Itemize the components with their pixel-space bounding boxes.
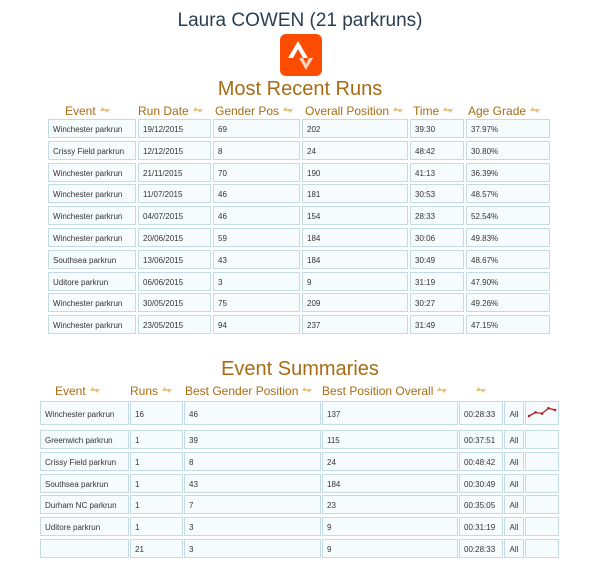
run-date-cell: 12/12/2015	[138, 141, 211, 160]
gender-pos-cell: 94	[213, 315, 300, 334]
sparkline-cell	[525, 517, 559, 536]
sort-icon[interactable]	[476, 383, 486, 391]
event-cell	[40, 539, 129, 558]
overall-position-cell: 190	[302, 163, 408, 182]
overall-position-cell: 237	[302, 315, 408, 334]
best-position-overall-cell: 137	[322, 401, 458, 425]
event-cell: Southsea parkrun	[48, 250, 136, 269]
sort-icon[interactable]	[90, 383, 100, 391]
age-grade-cell: 37.97%	[466, 119, 550, 138]
run-date-cell: 23/05/2015	[138, 315, 211, 334]
time-cell: 00:48:42	[459, 452, 503, 471]
all-cell[interactable]: All	[504, 452, 524, 471]
header-label: Run Date	[138, 104, 189, 118]
runs-cell: 1	[130, 452, 183, 471]
sort-icon[interactable]	[302, 383, 312, 391]
best-position-overall-cell: 23	[322, 495, 458, 514]
event-summaries-title: Event Summaries	[221, 358, 379, 380]
best-position-overall-cell: 24	[322, 452, 458, 471]
runs-cell: 16	[130, 401, 183, 425]
sort-icon[interactable]	[193, 103, 203, 111]
all-cell[interactable]: All	[504, 517, 524, 536]
time-cell: 28:33	[410, 206, 464, 225]
best-gender-position-cell: 8	[184, 452, 321, 471]
event-cell: Greenwich parkrun	[40, 430, 129, 449]
event-cell: Winchester parkrun	[48, 315, 136, 334]
recent-header-overall-position[interactable]	[305, 103, 403, 118]
event-cell: Winchester parkrun	[48, 163, 136, 182]
age-grade-cell: 48.67%	[466, 250, 550, 269]
event-cell: Durham NC parkrun	[40, 495, 129, 514]
age-grade-cell: 49.83%	[466, 228, 550, 247]
event-cell: Southsea parkrun	[40, 474, 129, 493]
sparkline-cell	[525, 452, 559, 471]
summary-header-best-gender-position[interactable]	[185, 383, 312, 398]
runs-cell: 1	[130, 517, 183, 536]
runs-cell: 1	[130, 495, 183, 514]
gender-pos-cell: 43	[213, 250, 300, 269]
overall-position-cell: 202	[302, 119, 408, 138]
header-label: Time	[413, 104, 440, 118]
header-label: Age Grade	[468, 104, 527, 118]
event-cell: Crissy Field parkrun	[40, 452, 129, 471]
sort-icon[interactable]	[393, 103, 403, 111]
age-grade-cell: 48.57%	[466, 184, 550, 203]
run-date-cell: 19/12/2015	[138, 119, 211, 138]
summary-header-best-position-overall[interactable]	[322, 383, 447, 398]
best-position-overall-cell: 9	[322, 539, 458, 558]
event-cell: Crissy Field parkrun	[48, 141, 136, 160]
sort-icon[interactable]	[530, 103, 540, 111]
event-cell: Winchester parkrun	[48, 119, 136, 138]
sparkline-cell	[525, 401, 559, 425]
header-label: Event	[65, 104, 96, 118]
best-gender-position-cell: 39	[184, 430, 321, 449]
event-cell: Winchester parkrun	[48, 184, 136, 203]
runs-cell: 1	[130, 474, 183, 493]
time-cell: 30:27	[410, 293, 464, 312]
runs-cell: 1	[130, 430, 183, 449]
best-gender-position-cell: 3	[184, 517, 321, 536]
overall-position-cell: 24	[302, 141, 408, 160]
gender-pos-cell: 8	[213, 141, 300, 160]
time-cell: 39:30	[410, 119, 464, 138]
header-label: Overall Position	[305, 104, 390, 118]
recent-header-time[interactable]	[413, 103, 453, 118]
time-cell: 00:31:19	[459, 517, 503, 536]
time-cell: 48:42	[410, 141, 464, 160]
best-gender-position-cell: 3	[184, 539, 321, 558]
gender-pos-cell: 46	[213, 206, 300, 225]
summary-header-col-4[interactable]	[472, 383, 486, 398]
event-cell: Winchester parkrun	[40, 401, 129, 425]
age-grade-cell: 47.15%	[466, 315, 550, 334]
time-cell: 00:28:33	[459, 539, 503, 558]
run-date-cell: 13/06/2015	[138, 250, 211, 269]
gender-pos-cell: 3	[213, 272, 300, 291]
header-label: Event	[55, 384, 86, 398]
age-grade-cell: 36.39%	[466, 163, 550, 182]
sparkline-cell	[525, 474, 559, 493]
sparkline-cell	[525, 539, 559, 558]
summary-header-runs[interactable]	[130, 383, 172, 398]
header-label: Runs	[130, 384, 159, 398]
all-cell[interactable]: All	[504, 430, 524, 449]
sparkline-chart-icon[interactable]	[527, 404, 557, 423]
gender-pos-cell: 46	[213, 184, 300, 203]
best-gender-position-cell: 46	[184, 401, 321, 425]
best-position-overall-cell: 9	[322, 517, 458, 536]
recent-header-age-grade[interactable]	[468, 103, 540, 118]
overall-position-cell: 184	[302, 250, 408, 269]
event-cell: Winchester parkrun	[48, 293, 136, 312]
sort-icon[interactable]	[443, 103, 453, 111]
sparkline-cell	[525, 495, 559, 514]
time-cell: 30:06	[410, 228, 464, 247]
gender-pos-cell: 69	[213, 119, 300, 138]
event-cell: Uditore parkrun	[48, 272, 136, 291]
event-cell: Winchester parkrun	[48, 228, 136, 247]
summary-header-event[interactable]	[55, 383, 100, 398]
age-grade-cell: 47.90%	[466, 272, 550, 291]
header-label: Best Position Overall	[322, 384, 434, 398]
overall-position-cell: 9	[302, 272, 408, 291]
best-gender-position-cell: 43	[184, 474, 321, 493]
gender-pos-cell: 59	[213, 228, 300, 247]
time-cell: 00:37:51	[459, 430, 503, 449]
sort-icon[interactable]	[162, 383, 172, 391]
run-date-cell: 21/11/2015	[138, 163, 211, 182]
all-cell[interactable]: All	[504, 495, 524, 514]
header-label: Gender Pos	[215, 104, 280, 118]
all-cell[interactable]: All	[504, 474, 524, 493]
overall-position-cell: 154	[302, 206, 408, 225]
time-cell: 00:28:33	[459, 401, 503, 425]
sort-icon[interactable]	[437, 383, 447, 391]
strava-logo-icon[interactable]	[280, 34, 322, 76]
sparkline-cell	[525, 430, 559, 449]
runs-cell: 21	[130, 539, 183, 558]
sort-icon[interactable]	[283, 103, 293, 111]
run-date-cell: 30/05/2015	[138, 293, 211, 312]
run-date-cell: 06/06/2015	[138, 272, 211, 291]
overall-position-cell: 184	[302, 228, 408, 247]
event-cell: Uditore parkrun	[40, 517, 129, 536]
recent-header-gender-pos[interactable]	[215, 103, 293, 118]
time-cell: 30:53	[410, 184, 464, 203]
run-date-cell: 11/07/2015	[138, 184, 211, 203]
recent-header-event[interactable]	[65, 103, 110, 118]
overall-position-cell: 209	[302, 293, 408, 312]
time-cell: 31:49	[410, 315, 464, 334]
recent-runs-title: Most Recent Runs	[217, 78, 383, 100]
best-gender-position-cell: 7	[184, 495, 321, 514]
run-date-cell: 04/07/2015	[138, 206, 211, 225]
event-cell: Winchester parkrun	[48, 206, 136, 225]
time-cell: 31:19	[410, 272, 464, 291]
time-cell: 41:13	[410, 163, 464, 182]
recent-header-run-date[interactable]	[138, 103, 203, 118]
overall-position-cell: 181	[302, 184, 408, 203]
age-grade-cell: 52.54%	[466, 206, 550, 225]
all-cell[interactable]: All	[504, 401, 524, 425]
page-title: Laura COWEN (21 parkruns)	[177, 10, 423, 31]
sort-icon[interactable]	[100, 103, 110, 111]
all-cell[interactable]: All	[504, 539, 524, 558]
gender-pos-cell: 75	[213, 293, 300, 312]
run-date-cell: 20/06/2015	[138, 228, 211, 247]
best-position-overall-cell: 115	[322, 430, 458, 449]
age-grade-cell: 49.26%	[466, 293, 550, 312]
time-cell: 30:49	[410, 250, 464, 269]
best-position-overall-cell: 184	[322, 474, 458, 493]
gender-pos-cell: 70	[213, 163, 300, 182]
time-cell: 00:35:05	[459, 495, 503, 514]
header-label: Best Gender Position	[185, 384, 299, 398]
time-cell: 00:30:49	[459, 474, 503, 493]
age-grade-cell: 30.80%	[466, 141, 550, 160]
